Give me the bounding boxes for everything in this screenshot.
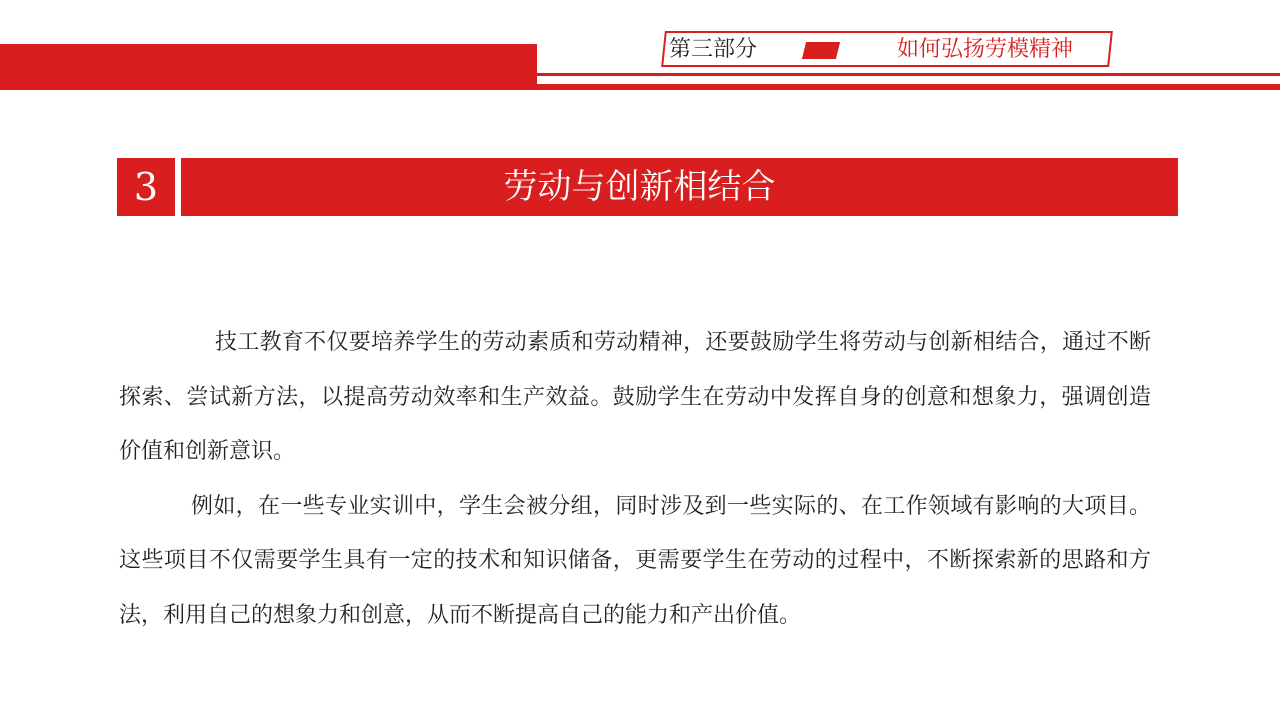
body-text [119, 316, 1151, 643]
slide-title: 劳动与创新相结合 [181, 158, 1178, 216]
paragraph-1: 技工教育不仅要培养学生的劳动素质和劳动精神，还要鼓励学生将劳动与创新相结合，通过不断探索、尝试新方法，以提高劳动效率和生产效益。鼓励学生在劳动中发挥自身的创意和想象力，强调创造价值和创新意识。 [119, 330, 1151, 464]
header-thick-line [537, 84, 1280, 90]
section-title: 如何弘扬劳模精神 [897, 37, 1074, 62]
header-thin-line [537, 73, 1280, 76]
section-chip-decoration [802, 42, 840, 59]
header-red-bar [0, 44, 537, 90]
section-number-badge: 3 [117, 158, 175, 216]
paragraph-2: 例如，在一些专业实训中，学生会被分组，同时涉及到一些实际的、在工作领域有影响的大项目。这些项目不仅需要学生具有一定的技术和知识储备，更需要学生在劳动的过程中，不断探索新的思路和方法，利用自己的想象力和创意，从而不断提高自己的能力和产出价值。 [119, 493, 1151, 628]
section-part-label: 第三部分 [669, 37, 758, 62]
